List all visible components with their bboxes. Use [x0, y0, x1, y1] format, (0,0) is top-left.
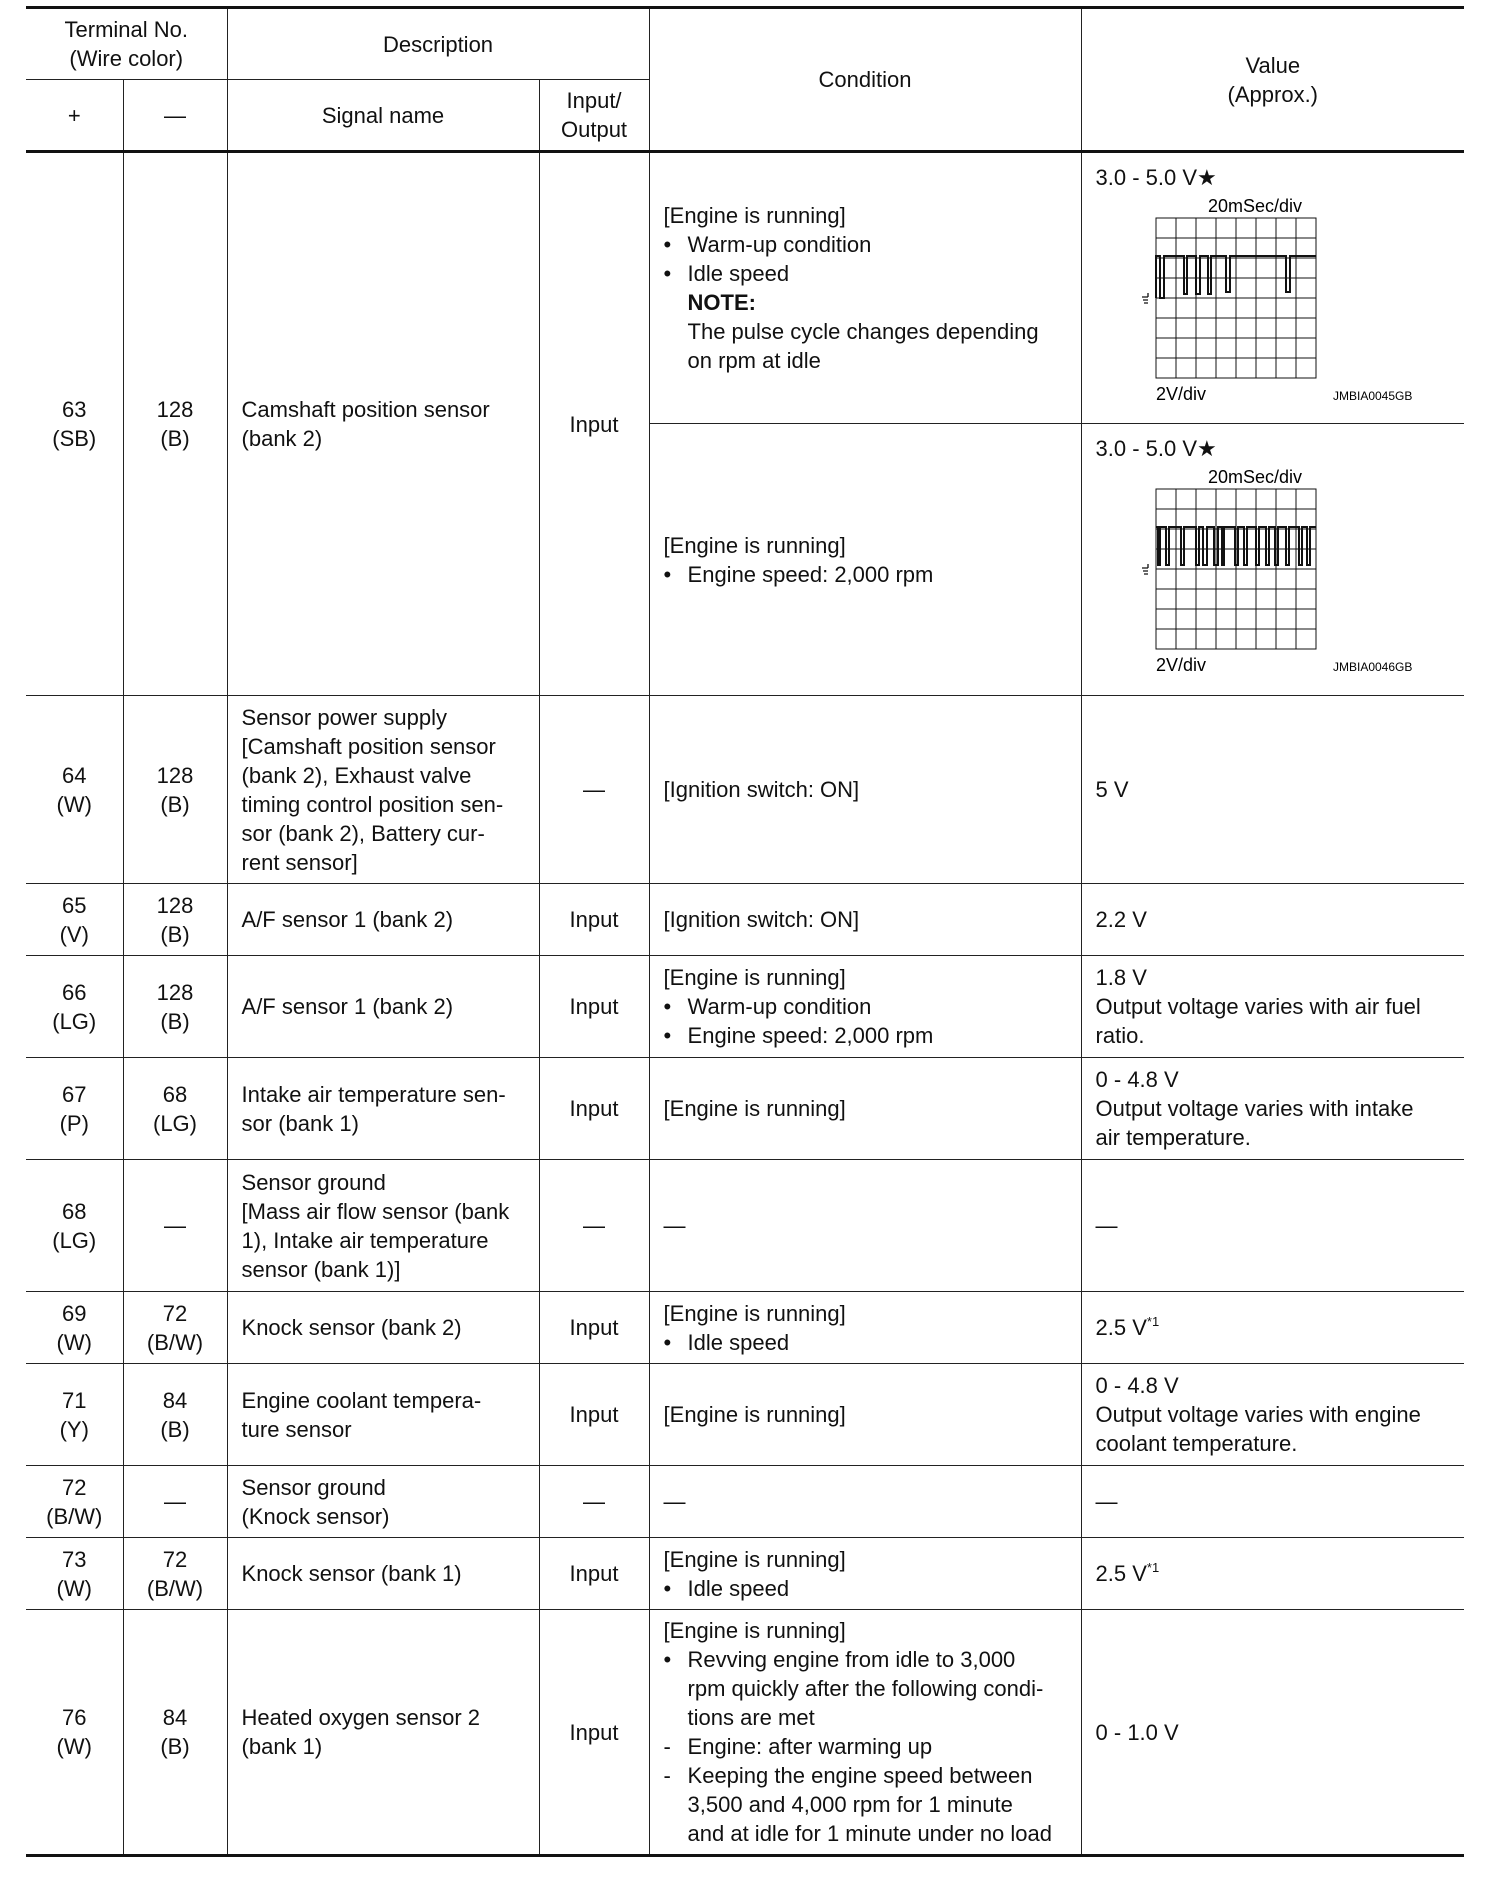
- terminal-number: 128: [156, 762, 194, 788]
- signal-name-line: Sensor ground: [241, 1169, 386, 1195]
- minus-terminal-cell: —: [123, 1466, 227, 1538]
- table-row: [26, 696, 1464, 884]
- ground-symbol-icon: [1142, 293, 1148, 303]
- bullet-continuation: tions are met: [687, 1705, 815, 1730]
- minus-terminal-cell: —: [123, 1160, 227, 1292]
- value-text: 2.5 V: [1095, 1561, 1147, 1586]
- figure-id: JMBIA0046GB: [1332, 660, 1412, 674]
- io-cell: Input: [539, 1610, 649, 1856]
- oscilloscope-waveform-idle: [1096, 194, 1436, 404]
- io-cell: Input: [539, 1058, 649, 1160]
- io-cell: Input: [539, 956, 649, 1058]
- table-row: [26, 1538, 1464, 1610]
- header-value-label: Value: [1245, 52, 1301, 78]
- terminal-number: 128: [156, 979, 194, 1005]
- dash-mark: -: [663, 1763, 671, 1788]
- signal-name-cell: Knock sensor (bank 2): [227, 1292, 539, 1364]
- volt-division-label: 2V/div: [1155, 655, 1206, 675]
- plus-terminal-cell: [26, 1160, 123, 1292]
- header-terminal-no-label: Terminal No.: [64, 17, 188, 42]
- terminal-number: 73: [62, 1546, 87, 1572]
- minus-terminal-cell: [123, 696, 227, 884]
- waveform-trace: [1156, 527, 1316, 565]
- bullet-text: Idle speed: [687, 1575, 790, 1601]
- signal-name-line: [Mass air flow sensor (bank: [241, 1198, 510, 1224]
- plus-terminal-cell: [26, 1538, 123, 1610]
- terminal-number: 68: [162, 1081, 188, 1107]
- time-division-label: 20mSec/div: [1207, 196, 1302, 216]
- terminal-number: 68: [62, 1198, 87, 1224]
- condition-title: [Engine is running]: [663, 1618, 846, 1643]
- signal-name-line: sor (bank 1): [241, 1110, 359, 1136]
- signal-name-line: (bank 2), Exhaust valve: [241, 762, 472, 788]
- header-plus: +: [26, 80, 123, 152]
- terminal-number: 76: [62, 1705, 87, 1730]
- minus-terminal-cell: [123, 1364, 227, 1466]
- signal-name-cell: [227, 1610, 539, 1856]
- value-cell: 5 V: [1081, 696, 1464, 884]
- signal-name-line: [Camshaft position sensor: [241, 733, 496, 759]
- signal-name-cell: [227, 152, 539, 696]
- header-io-line1: Input/: [566, 88, 622, 113]
- condition-bullet: [664, 992, 1067, 1021]
- header-io-line2: Output: [561, 117, 628, 142]
- condition-cell: [Engine is running]: [649, 1058, 1081, 1160]
- condition-bullet: [664, 1574, 1067, 1603]
- condition-title: [Engine is running]: [663, 203, 846, 228]
- wire-color: (LG): [52, 1008, 97, 1034]
- signal-name-line: 1), Intake air temperature: [241, 1227, 489, 1253]
- bullet-mark: •: [663, 1647, 672, 1672]
- terminal-number: 67: [62, 1081, 87, 1107]
- terminal-number: 66: [62, 979, 87, 1005]
- value-line: 1.8 V: [1095, 965, 1147, 990]
- wire-color: (W): [56, 791, 92, 817]
- wire-color: (V): [59, 921, 89, 947]
- signal-name-line: Sensor power supply: [241, 704, 447, 730]
- plus-terminal-cell: [26, 1610, 123, 1856]
- table-row: [26, 1160, 1464, 1292]
- waveform-voltage: 3.0 - 5.0 V★: [1095, 165, 1217, 190]
- volt-division-label: 2V/div: [1155, 384, 1206, 404]
- header-description: Description: [227, 8, 649, 80]
- terminal-number: 72: [162, 1300, 188, 1326]
- condition-dash-item: [664, 1761, 1067, 1790]
- signal-name-cell: Knock sensor (bank 1): [227, 1538, 539, 1610]
- value-text: 2.5 V: [1095, 1315, 1147, 1340]
- dash-text: Engine: after warming up: [687, 1734, 933, 1759]
- value-line: 0 - 4.8 V: [1095, 1067, 1179, 1092]
- plus-terminal-cell: [26, 956, 123, 1058]
- bullet-text: Engine speed: 2,000 rpm: [687, 1023, 934, 1048]
- wire-color: (B): [160, 1734, 190, 1759]
- minus-terminal-cell: [123, 1610, 227, 1856]
- table-row: [26, 152, 1464, 424]
- condition-cell: [649, 1292, 1081, 1364]
- condition-bullet: [664, 1328, 1067, 1357]
- condition-cell: [Engine is running]: [649, 1364, 1081, 1466]
- wire-color: (W): [56, 1329, 92, 1355]
- value-cell: [1081, 1364, 1464, 1466]
- terminal-number: 71: [62, 1387, 87, 1413]
- plus-terminal-cell: [26, 1364, 123, 1466]
- signal-name-cell: [227, 1364, 539, 1466]
- dash-text: Keeping the engine speed between: [687, 1763, 1033, 1788]
- value-cell: 0 - 1.0 V: [1081, 1610, 1464, 1856]
- condition-title: [Engine is running]: [663, 965, 846, 990]
- value-cell: 2.2 V: [1081, 884, 1464, 956]
- condition-dash-item: [664, 1732, 1067, 1761]
- signal-name-line: (Knock sensor): [241, 1503, 390, 1529]
- header-wire-color-label: (Wire color): [69, 46, 184, 71]
- ecm-terminal-table-page: [26, 6, 1464, 1857]
- value-line: air temperature.: [1095, 1125, 1251, 1150]
- signal-name-line: sor (bank 2), Battery cur-: [241, 820, 485, 846]
- condition-cell: [649, 424, 1081, 696]
- oscilloscope-waveform-2000rpm: [1096, 465, 1436, 675]
- figure-id: JMBIA0045GB: [1332, 389, 1412, 403]
- bullet-mark: •: [663, 561, 672, 587]
- table-row: [26, 1466, 1464, 1538]
- wire-color: (W): [56, 1734, 92, 1759]
- value-line: Output voltage varies with intake: [1095, 1096, 1414, 1121]
- terminal-number: 84: [162, 1705, 188, 1730]
- wire-color: (B): [160, 921, 190, 947]
- grid-lines: [1156, 218, 1316, 378]
- io-cell: Input: [539, 1292, 649, 1364]
- condition-title: [Engine is running]: [663, 532, 846, 558]
- condition-cell: [Ignition switch: ON]: [649, 696, 1081, 884]
- plus-terminal-cell: [26, 1058, 123, 1160]
- value-cell: [1081, 1538, 1464, 1610]
- io-cell: Input: [539, 884, 649, 956]
- bullet-text: Warm-up condition: [687, 994, 872, 1019]
- io-cell: Input: [539, 152, 649, 696]
- note-text: on rpm at idle: [687, 348, 821, 373]
- minus-terminal-cell: [123, 1058, 227, 1160]
- value-line: ratio.: [1095, 1023, 1145, 1048]
- wire-color: (B): [160, 791, 190, 817]
- signal-name-line: Intake air temperature sen-: [241, 1081, 506, 1107]
- minus-terminal-cell: [123, 152, 227, 696]
- condition-bullet: [664, 560, 1067, 589]
- plus-terminal-cell: [26, 1466, 123, 1538]
- wire-color: (SB): [52, 426, 97, 451]
- terminal-number: 65: [62, 892, 87, 918]
- io-cell: Input: [539, 1364, 649, 1466]
- wire-color: (B/W): [46, 1503, 103, 1529]
- signal-name-cell: [227, 1160, 539, 1292]
- terminal-number: 84: [162, 1387, 188, 1413]
- wire-color: (LG): [153, 1110, 197, 1136]
- signal-name-line: Camshaft position sensor: [241, 397, 490, 422]
- bullet-mark: •: [663, 1023, 672, 1048]
- signal-name-line: Heated oxygen sensor 2: [241, 1705, 481, 1730]
- minus-terminal-cell: [123, 1538, 227, 1610]
- signal-name-cell: A/F sensor 1 (bank 2): [227, 884, 539, 956]
- condition-bullet: [664, 1645, 1067, 1674]
- table-row: [26, 1058, 1464, 1160]
- note-label: NOTE:: [687, 290, 756, 315]
- table-row: [26, 1292, 1464, 1364]
- minus-terminal-cell: [123, 1292, 227, 1364]
- bullet-text: Engine speed: 2,000 rpm: [687, 561, 934, 587]
- signal-name-line: Engine coolant tempera-: [241, 1387, 482, 1413]
- io-cell: —: [539, 696, 649, 884]
- value-cell: —: [1081, 1466, 1464, 1538]
- table-row: [26, 1610, 1464, 1856]
- terminal-number: 72: [62, 1474, 87, 1500]
- plus-terminal-cell: [26, 884, 123, 956]
- header-value: [1081, 8, 1464, 152]
- value-cell: [1081, 956, 1464, 1058]
- bullet-text: Idle speed: [687, 1329, 790, 1355]
- header-approx-label: (Approx.): [1227, 81, 1319, 107]
- wire-color: (P): [59, 1110, 89, 1136]
- bullet-mark: •: [663, 261, 672, 286]
- io-cell: —: [539, 1466, 649, 1538]
- waveform-grid: [1156, 489, 1316, 649]
- waveform-voltage: 3.0 - 5.0 V★: [1095, 436, 1217, 461]
- bullet-mark: •: [663, 1575, 672, 1601]
- dash-continuation: and at idle for 1 minute under no load: [687, 1821, 1053, 1846]
- plus-terminal-cell: [26, 696, 123, 884]
- footnote-ref: *1: [1146, 1314, 1160, 1329]
- minus-terminal-cell: [123, 956, 227, 1058]
- condition-bullet: [664, 259, 1067, 288]
- plus-terminal-cell: [26, 1292, 123, 1364]
- signal-name-line: rent sensor]: [241, 849, 358, 875]
- bullet-text: Warm-up condition: [687, 232, 872, 257]
- note-text: The pulse cycle changes depending: [687, 319, 1039, 344]
- bullet-continuation: rpm quickly after the following condi-: [687, 1676, 1044, 1701]
- terminal-number: 69: [62, 1300, 87, 1326]
- signal-name-cell: [227, 1466, 539, 1538]
- condition-cell: [649, 152, 1081, 424]
- terminal-number: 128: [156, 892, 194, 918]
- value-cell: —: [1081, 1160, 1464, 1292]
- signal-name-line: (bank 2): [241, 426, 323, 451]
- footnote-ref: *1: [1146, 1560, 1160, 1575]
- condition-cell: [649, 956, 1081, 1058]
- condition-cell: [Ignition switch: ON]: [649, 884, 1081, 956]
- signal-name-cell: [227, 1058, 539, 1160]
- value-line: 0 - 4.8 V: [1095, 1373, 1179, 1398]
- header-terminal-no: [26, 8, 227, 80]
- grid-lines: [1156, 489, 1316, 649]
- signal-name-line: timing control position sen-: [241, 791, 504, 817]
- terminal-number: 63: [62, 397, 87, 422]
- io-cell: —: [539, 1160, 649, 1292]
- terminal-number: 128: [156, 397, 194, 422]
- signal-name-cell: A/F sensor 1 (bank 2): [227, 956, 539, 1058]
- condition-cell: [649, 1610, 1081, 1856]
- condition-bullet: [664, 230, 1067, 259]
- signal-name-line: Sensor ground: [241, 1474, 386, 1500]
- condition-cell: [649, 1538, 1081, 1610]
- wire-color: (B/W): [146, 1575, 204, 1601]
- time-division-label: 20mSec/div: [1207, 467, 1302, 487]
- value-line: coolant temperature.: [1095, 1431, 1298, 1456]
- bullet-text: Revving engine from idle to 3,000: [687, 1647, 1016, 1672]
- value-cell: [1081, 1058, 1464, 1160]
- minus-terminal-cell: [123, 884, 227, 956]
- wire-color: (W): [56, 1575, 92, 1601]
- table-row: [26, 1364, 1464, 1466]
- bullet-mark: •: [663, 1329, 672, 1355]
- header-condition: Condition: [649, 8, 1081, 152]
- plus-terminal-cell: [26, 152, 123, 696]
- condition-title: [Engine is running]: [663, 1300, 846, 1326]
- signal-name-line: ture sensor: [241, 1416, 352, 1442]
- terminal-number: 72: [162, 1546, 188, 1572]
- waveform-grid: [1156, 218, 1316, 378]
- value-cell-waveform: [1081, 424, 1464, 696]
- dash-mark: -: [663, 1734, 671, 1759]
- dash-continuation: 3,500 and 4,000 rpm for 1 minute: [687, 1792, 1013, 1817]
- header-signal-name: Signal name: [227, 80, 539, 152]
- bullet-mark: •: [663, 994, 672, 1019]
- condition-cell: —: [649, 1466, 1081, 1538]
- bullet-mark: •: [663, 232, 672, 257]
- table-row: [26, 884, 1464, 956]
- bullet-text: Idle speed: [687, 261, 790, 286]
- value-cell: [1081, 1292, 1464, 1364]
- signal-name-line: sensor (bank 1)]: [241, 1256, 401, 1282]
- io-cell: Input: [539, 1538, 649, 1610]
- condition-cell: —: [649, 1160, 1081, 1292]
- ground-symbol-icon: [1142, 564, 1148, 574]
- wire-color: (B): [160, 1416, 190, 1442]
- wire-color: (B): [160, 1008, 190, 1034]
- signal-name-line: (bank 1): [241, 1734, 323, 1759]
- value-line: Output voltage varies with air fuel: [1095, 994, 1421, 1019]
- terminal-table: [26, 6, 1464, 1857]
- wire-color: (Y): [59, 1416, 89, 1442]
- terminal-number: 64: [62, 762, 87, 788]
- wire-color: (B): [160, 426, 190, 451]
- signal-name-cell: [227, 696, 539, 884]
- header-minus: —: [123, 80, 227, 152]
- header-input-output: [539, 80, 649, 152]
- table-row: [26, 956, 1464, 1058]
- wire-color: (LG): [52, 1227, 97, 1253]
- condition-title: [Engine is running]: [663, 1546, 846, 1572]
- value-cell-waveform: [1081, 152, 1464, 424]
- condition-bullet: [664, 1021, 1067, 1050]
- value-line: Output voltage varies with engine: [1095, 1402, 1421, 1427]
- wire-color: (B/W): [146, 1329, 204, 1355]
